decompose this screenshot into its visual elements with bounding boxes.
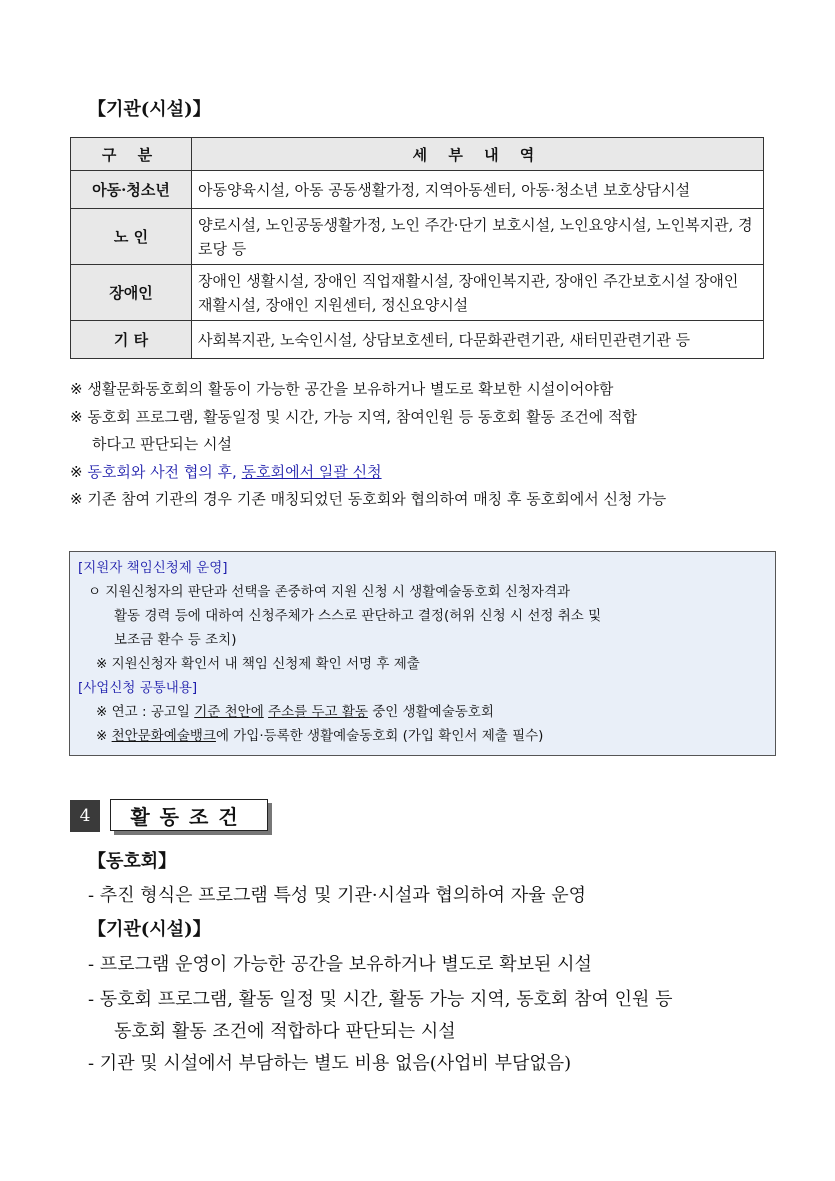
- info-underlined: 주소를 두고 활동: [268, 704, 368, 720]
- note-blue-text: 동호회와 사전 협의 후,: [87, 462, 242, 481]
- row-category: 노 인: [71, 209, 192, 265]
- row-category: 장애인: [71, 265, 192, 321]
- info-line: ㅇ 지원신청자의 판단과 선택을 존중하여 지원 신청 시 생활예술동호회 신청자격과: [88, 584, 571, 600]
- info-box: [69, 551, 776, 756]
- row-category: 아동·청소년: [71, 171, 192, 209]
- table-row: [71, 171, 764, 209]
- table-header-category: 구 분: [71, 138, 192, 171]
- note-line: 하다고 판단되는 시설: [92, 435, 232, 453]
- section-title: 활동조건: [110, 799, 268, 831]
- section-number: 4: [70, 800, 100, 832]
- info-underlined: 천안문화예술뱅크: [111, 728, 216, 744]
- info-text: ※: [96, 728, 112, 744]
- table-header-detail: 세 부 내 역: [192, 138, 764, 171]
- info-text: ※ 연고 : 공고일: [96, 704, 195, 720]
- facility-item: 동호회 활동 조건에 적합하다 판단되는 시설: [114, 1021, 456, 1042]
- club-heading: 【동호회】: [88, 851, 177, 872]
- info-heading-common: [사업신청 공통내용]: [78, 680, 198, 696]
- info-text: 에 가입·등록한 생활예술동호회 (가입 확인서 제출 필수): [215, 728, 544, 744]
- info-underlined: 기준 천안에: [194, 704, 264, 720]
- note-line: ※ 생활문화동호회의 활동이 가능한 공간을 보유하거나 별도로 확보한 시설이어야함: [70, 380, 614, 398]
- info-line: 활동 경력 등에 대하여 신청주체가 스스로 판단하고 결정(허위 신청 시 선정 취소 및: [114, 608, 602, 624]
- facility-notes: [70, 376, 770, 514]
- row-detail: 사회복지관, 노숙인시설, 상담보호센터, 다문화관련기관, 새터민관련기관 등: [192, 321, 764, 359]
- row-detail: 양로시설, 노인공동생활가정, 노인 주간·단기 보호시설, 노인요양시설, 노인복지관, 경로당 등: [192, 209, 764, 265]
- row-category: 기 타: [71, 321, 192, 359]
- facility-item: - 프로그램 운영이 가능한 공간을 보유하거나 별도로 확보된 시설: [88, 954, 592, 975]
- facility-heading-2: 【기관(시설)】: [88, 919, 211, 940]
- info-text: 중인 생활예술동호회: [367, 704, 494, 720]
- info-heading-responsibility: [지원자 책임신청제 운영]: [78, 560, 228, 576]
- table-row: [71, 209, 764, 265]
- facility-item: - 동호회 프로그램, 활동 일정 및 시간, 활동 가능 지역, 동호회 참여 인원 등: [88, 989, 673, 1010]
- note-line-blue: [70, 459, 770, 487]
- note-prefix: ※: [70, 462, 88, 481]
- club-item: - 추진 형식은 프로그램 특성 및 기관·시설과 협의하여 자율 운영: [88, 885, 586, 906]
- info-line: 보조금 환수 등 조치): [114, 632, 237, 648]
- table-row: [71, 321, 764, 359]
- info-line: ※ 지원신청자 확인서 내 책임 신청제 확인 서명 후 제출: [96, 656, 420, 672]
- row-detail: 아동양육시설, 아동 공동생활가정, 지역아동센터, 아동·청소년 보호상담시설: [192, 171, 764, 209]
- facility-heading: 【기관(시설)】: [88, 99, 211, 120]
- note-line: ※ 기존 참여 기관의 경우 기존 매칭되었던 동호회와 협의하여 매칭 후 동호회에서 신청 가능: [70, 490, 667, 508]
- row-detail: 장애인 생활시설, 장애인 직업재활시설, 장애인복지관, 장애인 주간보호시설 장애인 재활시설, 장애인 지원센터, 정신요양시설: [192, 265, 764, 321]
- table-row: [71, 265, 764, 321]
- info-line: [78, 724, 767, 748]
- note-blue-underlined: 동호회에서 일괄 신청: [241, 462, 382, 481]
- facility-table: [70, 137, 764, 359]
- info-line: [78, 700, 767, 724]
- note-line: ※ 동호회 프로그램, 활동일정 및 시간, 가능 지역, 참여인원 등 동호회 활동 조건에 적합: [70, 407, 638, 426]
- facility-item: - 기관 및 시설에서 부담하는 별도 비용 없음(사업비 부담없음): [88, 1053, 572, 1074]
